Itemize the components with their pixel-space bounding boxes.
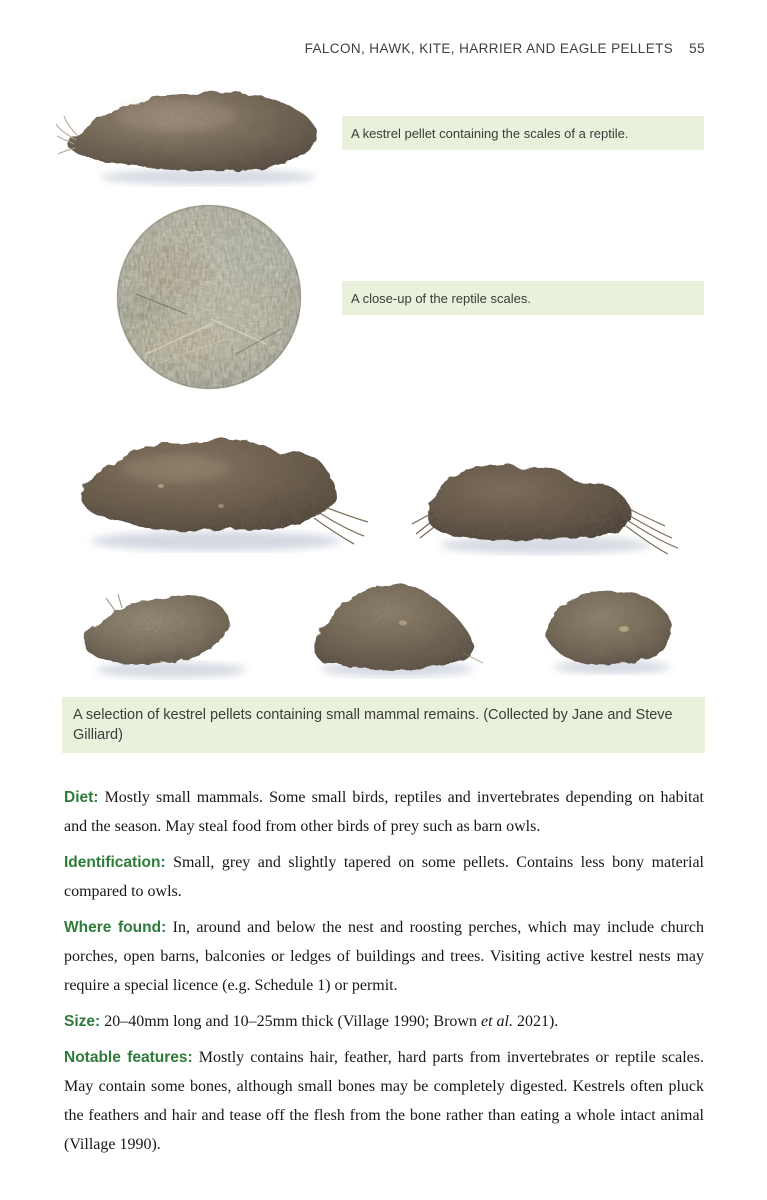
caption-kestrel-pellet <box>342 116 704 150</box>
diet-label: Diet: <box>64 789 99 806</box>
paragraph-notable-features <box>64 1043 704 1159</box>
where-found-label: Where found: <box>64 919 167 936</box>
kestrel-pellet-hair-tail-photo <box>410 442 692 560</box>
where-found-text: In, around and below the nest and roosting perches, which may include church porches, open barns, balconies or ledges of buildings and trees. Visiting active kestrel nests may require a special licence (e.g. Schedule 1) or permit. <box>64 919 705 994</box>
page-number: 55 <box>689 41 705 56</box>
paragraph-diet <box>64 783 704 841</box>
oval-kestrel-pellet-photo <box>536 576 688 680</box>
hair-wisps <box>56 116 78 154</box>
notable-features-label: Notable features: <box>64 1049 193 1066</box>
paragraph-identification <box>64 848 704 906</box>
caption-scales-closeup <box>342 281 704 315</box>
identification-text: Small, grey and slightly tapered on some pellets. Contains less bony material compared to owls. <box>64 854 705 900</box>
curved-kestrel-pellet-photo <box>76 576 258 684</box>
caption-text: A close-up of the reptile scales. <box>351 290 531 306</box>
running-header <box>305 41 705 56</box>
size-text: 20–40mm long and 10–25mm thick (Village 1990; Brown <box>104 1013 481 1030</box>
caption-text: A kestrel pellet containing the scales of a reptile. <box>351 125 629 141</box>
rounded-kestrel-pellet-photo <box>303 568 491 684</box>
size-citation-italic: et al. <box>480 1013 513 1030</box>
size-label: Size: <box>64 1013 101 1030</box>
diet-text: Mostly small mammals. Some small birds, reptiles and invertebrates depending on habitat and the season. May steal food from other birds of prey such as barn owls. <box>64 789 705 835</box>
size-text-end: 2021). <box>512 1013 559 1030</box>
hair-wisps <box>106 594 122 612</box>
caption-pellet-selection <box>62 697 705 753</box>
paragraph-size <box>64 1007 704 1036</box>
kestrel-pellet-reptile-photo <box>56 78 340 192</box>
caption-text: A selection of kestrel pellets containing small mammal remains. (Collected by Jane and Steve Gilliard) <box>73 707 673 743</box>
large-kestrel-pellet-photo <box>66 424 371 559</box>
identification-label: Identification: <box>64 854 166 871</box>
species-account-text <box>64 783 704 1166</box>
running-header-title: FALCON, HAWK, KITE, HARRIER AND EAGLE PELLETS <box>304 41 674 56</box>
paragraph-where-found <box>64 913 704 1000</box>
reptile-scales-closeup-photo <box>116 204 302 390</box>
notable-features-text: Mostly contains hair, feather, hard parts from invertebrates or reptile scales. May contain some bones, although small bones may be completely digested. Kestrels often pluck the feathers and hair and tease off the flesh from the bone rather than eating a whole intact animal (Village 1990). <box>64 1049 704 1153</box>
